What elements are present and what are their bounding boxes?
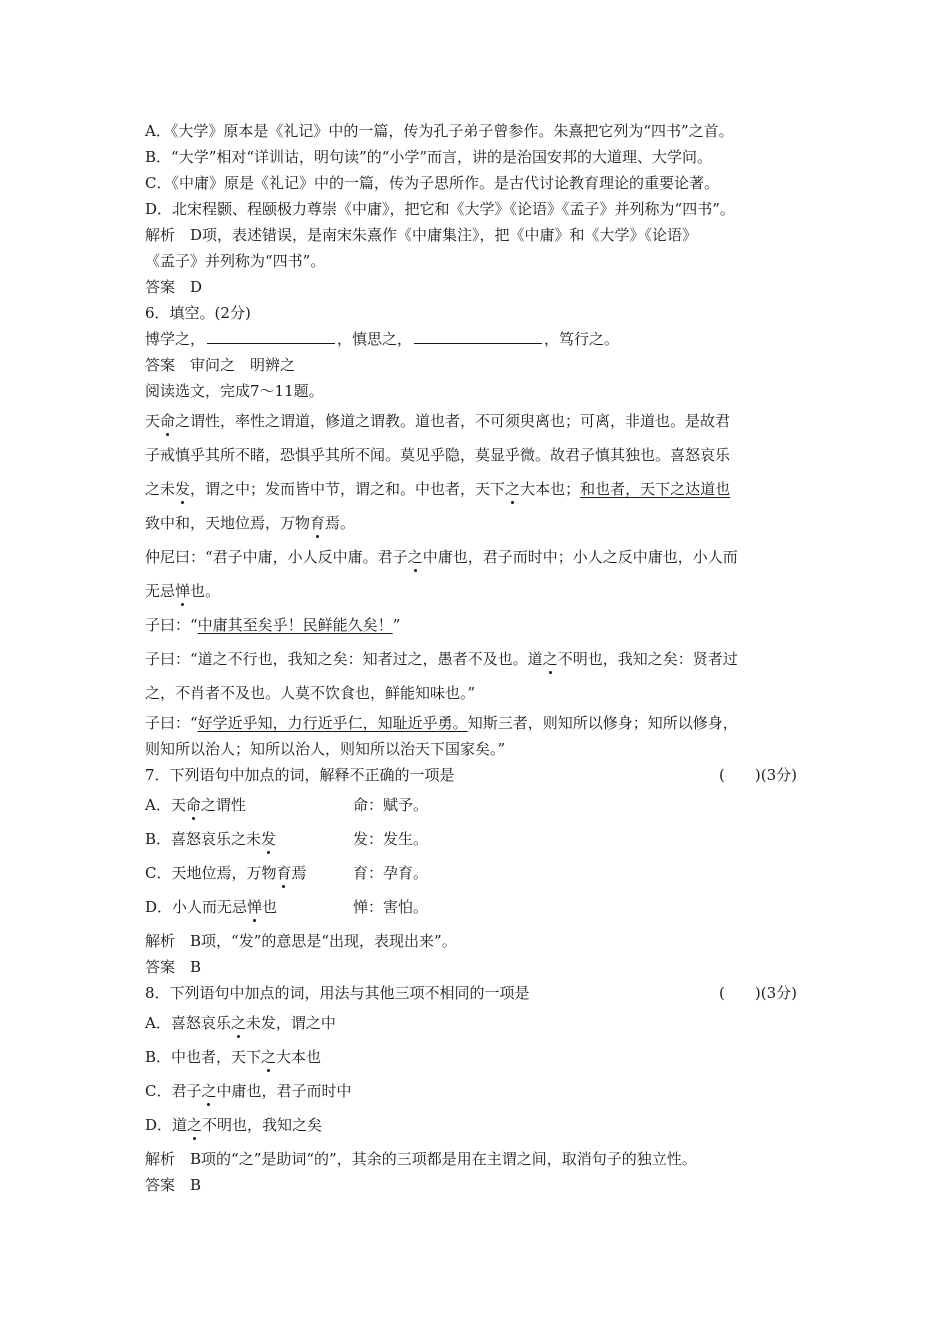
- text: 天: [145, 412, 161, 430]
- text: 大本也: [276, 1048, 322, 1066]
- passage-p4-line-1: [145, 642, 815, 676]
- option-gloss: 育：孕育。: [353, 864, 429, 882]
- dotted-word: 之: [261, 1048, 277, 1066]
- dotted-word: 育: [310, 514, 326, 532]
- q5-option-c: C．《中庸》原是《礼记》中的一篇，传为子思所作。是古代讨论教育理论的重要论著。: [145, 174, 719, 192]
- option-gloss: 惮：害怕。: [353, 898, 429, 916]
- text: 大本也；: [520, 480, 581, 498]
- q6-answer: 答案 审问之 明辨之: [145, 356, 296, 374]
- option-text: [145, 856, 353, 890]
- text: 子曰：“: [145, 714, 198, 732]
- text: 焉: [291, 864, 307, 882]
- text: 子曰：“: [145, 616, 198, 634]
- passage-p1-line-3: [145, 472, 815, 506]
- passage-p5-line-1: [145, 710, 815, 736]
- text: 中庸也，君子而时中: [216, 1082, 352, 1100]
- q8-option-b: [145, 1040, 815, 1074]
- option-text: [145, 788, 353, 822]
- text: D．小人而无忌: [145, 898, 248, 916]
- q7-title-row: [145, 762, 815, 788]
- q8-option-a: [145, 1006, 815, 1040]
- document-page: [145, 118, 815, 1198]
- q8-option-d: [145, 1108, 815, 1142]
- text: ，谓之中；发而皆中节，谓之和。中也者，天下: [190, 480, 506, 498]
- option-gloss: 发：发生。: [353, 830, 429, 848]
- q8-title-row: [145, 980, 815, 1006]
- text: 也: [262, 898, 278, 916]
- q6-text-2: ，慎思之，: [337, 330, 413, 348]
- passage-p2-line-1: [145, 540, 815, 574]
- text: C．君子: [145, 1082, 202, 1100]
- text: A．天: [145, 796, 186, 814]
- dotted-word: 发: [261, 830, 277, 848]
- q6-blank-1: [207, 329, 335, 344]
- dotted-word: 命: [160, 412, 176, 430]
- q5-answer: 答案 D: [145, 278, 203, 296]
- dotted-word: 之: [201, 1082, 217, 1100]
- text: 也。: [190, 582, 221, 600]
- q8-option-c: [145, 1074, 815, 1108]
- text: 知斯三者，则知所以修身；知所以修身，: [467, 714, 738, 732]
- text: 子曰：“道之不行也，我知之矣：知者过之，愚者不及也。道: [145, 650, 543, 668]
- q7-title: 7．下列语句中加点的词，解释不正确的一项是: [145, 766, 455, 784]
- q5-option-d: D．北宋程颢、程颐极力尊崇《中庸》，把它和《大学》《论语》《孟子》并列称为“四书”。: [145, 200, 735, 218]
- dotted-word: 命: [185, 796, 201, 814]
- underlined-sentence: 和也者，天下之达道也: [580, 480, 731, 498]
- passage-p1-line-1: [145, 404, 815, 438]
- q7-option-a: [145, 788, 815, 822]
- text: 之未: [145, 480, 176, 498]
- text: 之谓性: [200, 796, 246, 814]
- q8-title: 8．下列语句中加点的词，用法与其他三项不相同的一项是: [145, 984, 530, 1002]
- option-text: [145, 822, 353, 856]
- dotted-word: 之: [505, 480, 521, 498]
- q7-option-b: [145, 822, 815, 856]
- q5-analysis-line-1: 解析 D项，表述错误，是南宋朱熹作《中庸集注》，把《中庸》和《大学》《论语》: [145, 226, 698, 244]
- text: 仲尼曰：“君子中庸，小人反中庸。君子: [145, 548, 408, 566]
- underlined-sentence: 好学近乎知，力行近乎仁，知耻近乎勇。: [197, 714, 468, 732]
- passage-p3: [145, 608, 815, 642]
- q8-marks: ( )(3分): [719, 984, 797, 1002]
- option-gloss: 命：赋予。: [353, 796, 429, 814]
- text: 不明也，我知之矣: [202, 1116, 323, 1134]
- text: 焉。: [325, 514, 356, 532]
- dotted-word: 之: [542, 650, 558, 668]
- q7-option-c: [145, 856, 815, 890]
- q6-text-3: ，笃行之。: [544, 330, 620, 348]
- text: C．天地位焉，万物: [145, 864, 277, 882]
- passage-p1-line-2: 子戒慎乎其所不睹，恐惧乎其所不闻。莫见乎隐，莫显乎微。故君子慎其独也。喜怒哀乐: [145, 446, 731, 464]
- dotted-word: 之: [230, 1014, 246, 1032]
- text: ”: [392, 616, 401, 634]
- q8-answer: 答案 B: [145, 1176, 202, 1194]
- dotted-word: 之: [407, 548, 423, 566]
- q8-analysis: 解析 B项的“之”是助词“的”，其余的三项都是用在主谓之间，取消句子的独立性。: [145, 1150, 697, 1168]
- option-text: [145, 890, 353, 924]
- dotted-word: 惮: [247, 898, 263, 916]
- q6-text-1: 博学之，: [145, 330, 206, 348]
- text: 未发，谓之中: [245, 1014, 336, 1032]
- passage-p5-line-2: 则知所以治人；知所以治人，则知所以治天下国家矣。”: [145, 740, 506, 758]
- dotted-word: 之: [187, 1116, 203, 1134]
- q7-answer: 答案 B: [145, 958, 202, 976]
- text: D．道: [145, 1116, 188, 1134]
- q6-blank-2: [414, 329, 542, 344]
- q5-analysis-line-2: 《孟子》并列称为“四书”。: [145, 252, 326, 270]
- text: B．中也者，天下: [145, 1048, 262, 1066]
- passage-p4-line-2: 之，不肖者不及也。人莫不饮食也，鲜能知味也。”: [145, 684, 476, 702]
- reading-intro: 阅读选文，完成7～11题。: [145, 382, 324, 400]
- passage-p1-line-4: [145, 506, 815, 540]
- dotted-word: 惮: [175, 582, 191, 600]
- text: 不明也，我知之矣：贤者过: [557, 650, 738, 668]
- q6-title: 6．填空。(2分): [145, 304, 251, 322]
- text: 无忌: [145, 582, 176, 600]
- text: A．喜怒哀乐: [145, 1014, 231, 1032]
- dotted-word: 育: [276, 864, 292, 882]
- q5-option-b: B．“大学”相对“详训诂，明句读”的“小学”而言，讲的是治国安邦的大道理、大学问。: [145, 148, 713, 166]
- q7-option-d: [145, 890, 815, 924]
- q5-option-a: A．《大学》原本是《礼记》中的一篇，传为孔子弟子曾参作。朱熹把它列为“四书”之首。: [145, 122, 734, 140]
- q7-analysis: 解析 B项，“发”的意思是“出现，表现出来”。: [145, 932, 457, 950]
- q6-fill-line: [145, 326, 815, 352]
- underlined-sentence: 中庸其至矣乎！民鲜能久矣！: [197, 616, 393, 634]
- text: 之谓性，率性之谓道，修道之谓教。道也者，不可须臾离也；可离，非道也。是故君: [175, 412, 731, 430]
- text: B．喜怒哀乐之未: [145, 830, 262, 848]
- text: 致中和，天地位焉，万物: [145, 514, 311, 532]
- passage-p2-line-2: [145, 574, 815, 608]
- text: 中庸也，君子而时中；小人之反中庸也，小人而: [422, 548, 738, 566]
- dotted-word: 发: [175, 480, 191, 498]
- q7-marks: ( )(3分): [719, 766, 797, 784]
